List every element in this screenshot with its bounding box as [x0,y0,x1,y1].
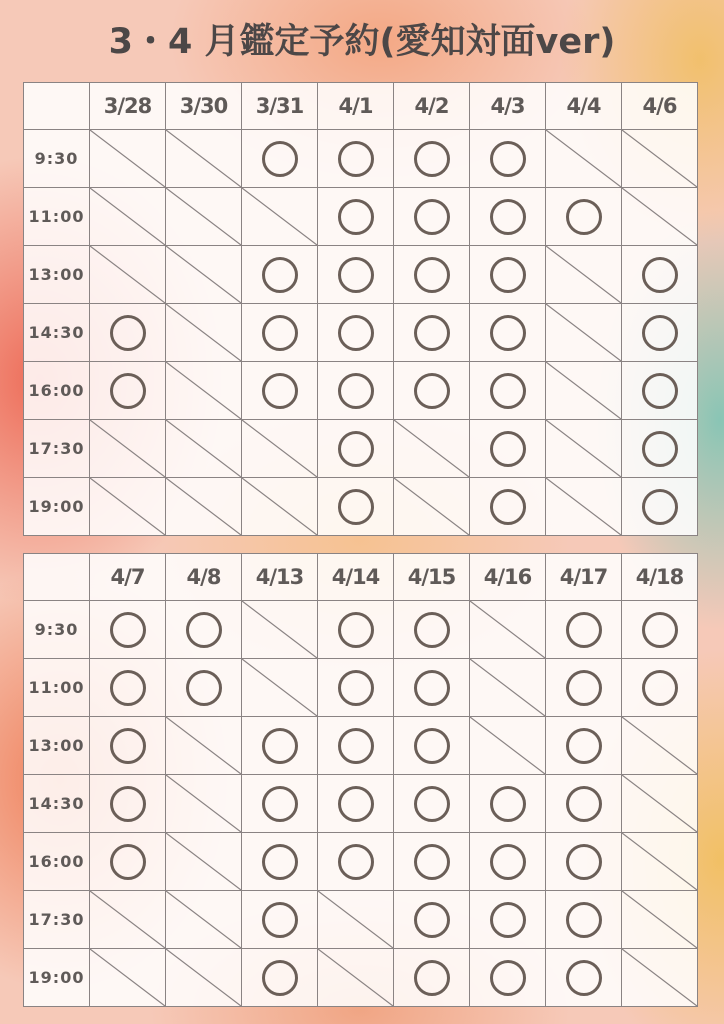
slot-available [622,246,698,304]
slot-available [242,891,318,949]
diagonal-slash-icon [90,188,165,245]
circle-mark-icon [110,315,146,351]
circle-mark-icon [110,844,146,880]
circle-mark-icon [338,315,374,351]
date-header-row [24,83,698,130]
circle-mark-icon [110,612,146,648]
diagonal-slash-icon [90,246,165,303]
slot-available [242,717,318,775]
diagonal-slash-icon [622,833,697,890]
circle-mark-icon [110,786,146,822]
slot-available [318,304,394,362]
circle-mark-icon [110,670,146,706]
diagonal-slash-icon [166,304,241,361]
diagonal-slash-icon [394,478,469,535]
date-header: 4/4 [546,83,622,130]
diagonal-slash-icon [166,362,241,419]
circle-mark-icon [490,786,526,822]
slot-available [90,833,166,891]
diagonal-slash-icon [166,246,241,303]
circle-mark-icon [414,373,450,409]
diagonal-slash-icon [470,717,545,774]
slot-available [394,130,470,188]
slot-available [546,775,622,833]
slot-unavailable [166,949,242,1007]
header-corner-cell [24,83,90,130]
date-header: 4/3 [470,83,546,130]
slot-available [546,659,622,717]
slot-unavailable [622,130,698,188]
slot-unavailable [622,717,698,775]
slot-available [318,246,394,304]
slot-unavailable [394,420,470,478]
circle-mark-icon [566,786,602,822]
circle-mark-icon [262,315,298,351]
circle-mark-icon [566,960,602,996]
circle-mark-icon [414,315,450,351]
circle-mark-icon [642,373,678,409]
time-slot-row [24,833,698,891]
diagonal-slash-icon [622,130,697,187]
slot-available [90,362,166,420]
diagonal-slash-icon [90,949,165,1006]
slot-available [318,717,394,775]
slot-available [470,304,546,362]
slot-available [394,246,470,304]
circle-mark-icon [490,960,526,996]
diagonal-slash-icon [166,833,241,890]
slot-available [242,362,318,420]
page-title: 3・4 月鑑定予約(愛知対面ver) [108,22,616,62]
diagonal-slash-icon [166,949,241,1006]
time-slot-row [24,659,698,717]
date-header: 4/8 [166,554,242,601]
circle-mark-icon [338,728,374,764]
diagonal-slash-icon [394,420,469,477]
diagonal-slash-icon [546,304,621,361]
time-slot-row [24,601,698,659]
time-label: 11:00 [24,188,90,246]
slot-available [318,833,394,891]
slot-unavailable [546,420,622,478]
date-header: 3/28 [90,83,166,130]
circle-mark-icon [414,844,450,880]
slot-available [394,717,470,775]
circle-mark-icon [490,902,526,938]
slot-available [394,659,470,717]
slot-available [242,130,318,188]
slot-unavailable [546,130,622,188]
slot-available [470,949,546,1007]
circle-mark-icon [414,960,450,996]
circle-mark-icon [490,373,526,409]
slot-unavailable [318,949,394,1007]
diagonal-slash-icon [242,420,317,477]
slot-unavailable [546,478,622,536]
circle-mark-icon [490,141,526,177]
circle-mark-icon [262,786,298,822]
slot-available [470,478,546,536]
time-label: 19:00 [24,949,90,1007]
slot-available [394,601,470,659]
slot-available [622,304,698,362]
slot-available [90,775,166,833]
diagonal-slash-icon [318,891,393,948]
slot-available [546,601,622,659]
slot-unavailable [90,188,166,246]
slot-available [470,188,546,246]
circle-mark-icon [338,670,374,706]
time-label: 9:30 [24,601,90,659]
slot-available [546,188,622,246]
time-slot-row [24,246,698,304]
date-header: 4/6 [622,83,698,130]
slot-available [90,304,166,362]
diagonal-slash-icon [166,478,241,535]
slot-unavailable [90,478,166,536]
slot-available [318,420,394,478]
circle-mark-icon [262,960,298,996]
time-label: 16:00 [24,362,90,420]
circle-mark-icon [414,670,450,706]
diagonal-slash-icon [166,130,241,187]
slot-available [318,478,394,536]
date-header: 4/15 [394,554,470,601]
slot-unavailable [546,304,622,362]
slot-available [242,833,318,891]
circle-mark-icon [262,257,298,293]
slot-available [166,659,242,717]
circle-mark-icon [566,612,602,648]
slot-available [546,891,622,949]
slot-unavailable [166,130,242,188]
slot-available [318,775,394,833]
schedule-table-april [23,553,698,1007]
slot-available [470,833,546,891]
diagonal-slash-icon [166,891,241,948]
slot-unavailable [166,246,242,304]
date-header: 3/31 [242,83,318,130]
time-slot-row [24,717,698,775]
time-label: 17:30 [24,420,90,478]
circle-mark-icon [642,431,678,467]
diagonal-slash-icon [166,188,241,245]
slot-available [90,717,166,775]
circle-mark-icon [642,670,678,706]
diagonal-slash-icon [622,188,697,245]
slot-available [546,717,622,775]
slot-unavailable [470,717,546,775]
circle-mark-icon [186,670,222,706]
diagonal-slash-icon [242,659,317,716]
slot-available [242,949,318,1007]
slot-unavailable [242,659,318,717]
slot-unavailable [90,130,166,188]
time-slot-row [24,949,698,1007]
circle-mark-icon [490,199,526,235]
date-header: 4/17 [546,554,622,601]
slot-available [622,659,698,717]
slot-unavailable [166,304,242,362]
slot-available [622,478,698,536]
time-slot-row [24,891,698,949]
circle-mark-icon [262,373,298,409]
slot-available [470,362,546,420]
slot-unavailable [166,362,242,420]
diagonal-slash-icon [90,420,165,477]
time-label: 16:00 [24,833,90,891]
slot-unavailable [166,478,242,536]
slot-available [242,304,318,362]
date-header: 4/2 [394,83,470,130]
diagonal-slash-icon [546,362,621,419]
circle-mark-icon [566,728,602,764]
diagonal-slash-icon [546,130,621,187]
slot-available [318,362,394,420]
time-slot-row [24,775,698,833]
diagonal-slash-icon [546,478,621,535]
diagonal-slash-icon [90,891,165,948]
slot-unavailable [90,949,166,1007]
diagonal-slash-icon [242,188,317,245]
diagonal-slash-icon [546,420,621,477]
date-header: 4/7 [90,554,166,601]
diagonal-slash-icon [166,717,241,774]
slot-unavailable [622,949,698,1007]
circle-mark-icon [110,373,146,409]
schedule-table-march-april [23,82,698,536]
slot-unavailable [166,891,242,949]
time-slot-row [24,130,698,188]
slot-available [470,775,546,833]
slot-unavailable [90,420,166,478]
diagonal-slash-icon [90,478,165,535]
slot-available [394,833,470,891]
circle-mark-icon [338,199,374,235]
diagonal-slash-icon [166,420,241,477]
circle-mark-icon [338,489,374,525]
date-header: 4/16 [470,554,546,601]
diagonal-slash-icon [470,601,545,658]
circle-mark-icon [566,902,602,938]
slot-available [90,659,166,717]
circle-mark-icon [262,902,298,938]
slot-available [394,188,470,246]
time-slot-row [24,188,698,246]
slot-unavailable [470,659,546,717]
date-header: 4/13 [242,554,318,601]
circle-mark-icon [414,728,450,764]
slot-unavailable [546,362,622,420]
time-label: 19:00 [24,478,90,536]
slot-unavailable [242,478,318,536]
circle-mark-icon [338,141,374,177]
circle-mark-icon [262,844,298,880]
slot-unavailable [166,717,242,775]
slot-available [470,891,546,949]
circle-mark-icon [338,786,374,822]
time-slot-row [24,304,698,362]
slot-available [166,601,242,659]
slot-available [242,775,318,833]
slot-available [394,362,470,420]
diagonal-slash-icon [318,949,393,1006]
date-header: 4/1 [318,83,394,130]
slot-available [470,130,546,188]
header-corner-cell [24,554,90,601]
slot-unavailable [166,833,242,891]
slot-available [242,246,318,304]
diagonal-slash-icon [470,659,545,716]
circle-mark-icon [414,612,450,648]
slot-available [318,659,394,717]
slot-available [90,601,166,659]
diagonal-slash-icon [546,246,621,303]
circle-mark-icon [338,257,374,293]
circle-mark-icon [490,315,526,351]
diagonal-slash-icon [90,130,165,187]
slot-unavailable [622,775,698,833]
slot-available [318,130,394,188]
slot-available [470,420,546,478]
diagonal-slash-icon [622,717,697,774]
circle-mark-icon [414,257,450,293]
circle-mark-icon [566,670,602,706]
time-label: 17:30 [24,891,90,949]
circle-mark-icon [566,844,602,880]
circle-mark-icon [642,612,678,648]
slot-available [318,188,394,246]
slot-unavailable [622,891,698,949]
slot-available [394,949,470,1007]
time-label: 14:30 [24,304,90,362]
slot-available [470,246,546,304]
slot-unavailable [242,420,318,478]
circle-mark-icon [338,844,374,880]
diagonal-slash-icon [622,949,697,1006]
date-header: 4/14 [318,554,394,601]
time-slot-row [24,478,698,536]
slot-available [318,601,394,659]
slot-unavailable [90,246,166,304]
diagonal-slash-icon [166,775,241,832]
circle-mark-icon [642,257,678,293]
slot-unavailable [166,420,242,478]
slot-available [394,304,470,362]
slot-unavailable [546,246,622,304]
circle-mark-icon [262,141,298,177]
time-label: 9:30 [24,130,90,188]
time-slot-row [24,362,698,420]
date-header-row [24,554,698,601]
circle-mark-icon [186,612,222,648]
circle-mark-icon [490,257,526,293]
time-label: 13:00 [24,246,90,304]
circle-mark-icon [414,902,450,938]
circle-mark-icon [338,373,374,409]
date-header: 3/30 [166,83,242,130]
circle-mark-icon [490,844,526,880]
circle-mark-icon [414,141,450,177]
diagonal-slash-icon [242,478,317,535]
slot-unavailable [394,478,470,536]
slot-available [622,601,698,659]
circle-mark-icon [338,431,374,467]
circle-mark-icon [490,431,526,467]
slot-unavailable [622,833,698,891]
slot-unavailable [242,601,318,659]
slot-unavailable [90,891,166,949]
slot-unavailable [318,891,394,949]
slot-unavailable [470,601,546,659]
circle-mark-icon [642,489,678,525]
diagonal-slash-icon [622,775,697,832]
slot-unavailable [166,775,242,833]
circle-mark-icon [642,315,678,351]
slot-available [394,775,470,833]
slot-available [546,949,622,1007]
slot-available [622,362,698,420]
date-header: 4/18 [622,554,698,601]
time-label: 11:00 [24,659,90,717]
circle-mark-icon [262,728,298,764]
time-label: 14:30 [24,775,90,833]
circle-mark-icon [414,786,450,822]
circle-mark-icon [110,728,146,764]
time-label: 13:00 [24,717,90,775]
circle-mark-icon [566,199,602,235]
diagonal-slash-icon [242,601,317,658]
circle-mark-icon [490,489,526,525]
slot-available [622,420,698,478]
slot-unavailable [242,188,318,246]
slot-unavailable [166,188,242,246]
time-slot-row [24,420,698,478]
diagonal-slash-icon [622,891,697,948]
slot-unavailable [622,188,698,246]
circle-mark-icon [338,612,374,648]
circle-mark-icon [414,199,450,235]
slot-available [546,833,622,891]
slot-available [394,891,470,949]
